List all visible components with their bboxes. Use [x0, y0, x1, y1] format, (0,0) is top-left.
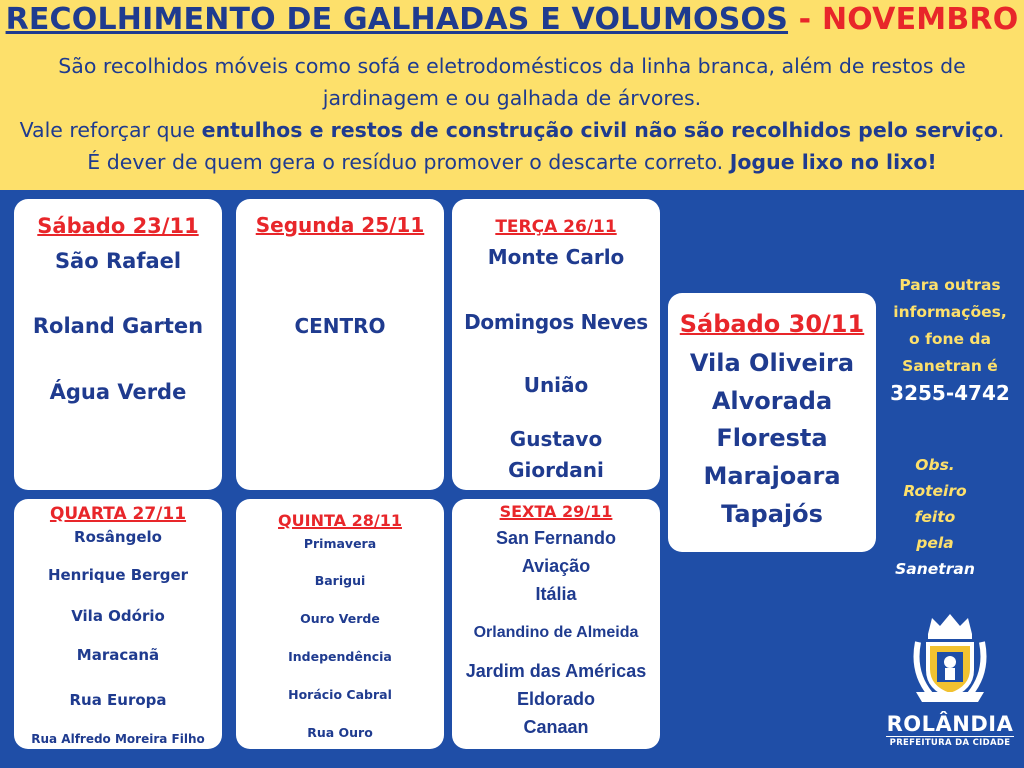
card-thursday-28: [236, 499, 444, 749]
obs-line-3: feito: [914, 508, 956, 526]
obs-line-4: pela: [916, 534, 954, 552]
neighborhood: Eldorado: [516, 689, 595, 709]
brand-subtitle: PREFEITURA DA CIDADE: [886, 736, 1014, 748]
neighborhood: Jardim das Américas: [465, 661, 647, 681]
day-label: TERÇA 26/11: [495, 217, 617, 237]
obs-line-2: Roteiro: [903, 482, 967, 500]
desc-line-2: jardinagem e ou galhada de árvores.: [322, 86, 702, 110]
neighborhood: Maracanã: [76, 646, 160, 664]
neighborhood: Rua Europa: [69, 691, 167, 709]
neighborhood: Água Verde: [49, 380, 187, 404]
neighborhood: CENTRO: [294, 314, 386, 338]
observation: [880, 452, 990, 582]
desc-line-3: [0, 114, 1024, 146]
day-label: Segunda 25/11: [255, 213, 425, 237]
desc-line-1: São recolhidos móveis como sofá e eletrodomésticos da linha branca, além de restos de: [58, 54, 966, 78]
neighborhood: Marajoara: [703, 462, 841, 490]
neighborhood: Rua Alfredo Moreira Filho: [31, 732, 205, 746]
neighborhood: União: [523, 373, 589, 397]
day-label: QUARTA 27/11: [49, 504, 187, 524]
desc-line-3a: Vale reforçar que: [19, 118, 202, 142]
card-tuesday-26: [452, 199, 660, 490]
day-label: Sábado 30/11: [679, 310, 865, 338]
title-month: - NOVEMBRO: [788, 2, 1019, 37]
neighborhood: Horácio Cabral: [288, 687, 392, 702]
neighborhood: Independência: [288, 649, 392, 664]
neighborhood: Primavera: [303, 536, 377, 551]
city-coat-of-arms-icon: [910, 612, 990, 708]
neighborhood: Giordani: [508, 458, 604, 482]
contact-info: [880, 272, 1020, 380]
card-wednesday-27: [14, 499, 222, 749]
neighborhood: Gustavo: [509, 427, 603, 451]
neighborhood: Rosângelo: [74, 528, 162, 546]
day-label: Sábado 23/11: [37, 214, 199, 238]
neighborhood: Tapajós: [721, 500, 823, 528]
brand-name: ROLÂNDIA: [886, 712, 1014, 736]
card-saturday-30: [668, 293, 876, 552]
neighborhood: Ouro Verde: [300, 611, 380, 626]
day-label: SEXTA 29/11: [499, 502, 613, 521]
neighborhood: Domingos Neves: [464, 310, 648, 334]
info-line-4: Sanetran é: [902, 357, 998, 375]
card-monday-25: [236, 199, 444, 490]
info-line-3: o fone da: [909, 330, 991, 348]
info-line-2: informações,: [893, 303, 1007, 321]
desc-line-3c: .: [997, 118, 1005, 142]
title-main: RECOLHIMENTO DE GALHADAS E VOLUMOSOS: [5, 2, 789, 37]
header-banner: [0, 0, 1024, 190]
neighborhood: Monte Carlo: [487, 245, 625, 269]
day-label: QUINTA 28/11: [278, 511, 402, 530]
neighborhood: Aviação: [521, 556, 591, 576]
obs-line-5: Sanetran: [895, 560, 975, 578]
neighborhood: Roland Garten: [32, 314, 204, 338]
neighborhood: Vila Oliveira: [689, 349, 855, 377]
desc-line-4b: Jogue lixo no lixo!: [729, 150, 937, 174]
desc-line-4a: É dever de quem gera o resíduo promover o descarte correto.: [87, 150, 730, 174]
desc-line-4: [0, 146, 1024, 178]
card-saturday-23: [14, 199, 222, 490]
info-line-1: Para outras: [899, 276, 1001, 294]
desc-line-3b: entulhos e restos de construção civil não são recolhidos pelo serviço: [201, 118, 998, 142]
neighborhood: Rua Ouro: [307, 725, 373, 740]
neighborhood: Canaan: [523, 717, 589, 737]
neighborhood: Barigui: [314, 573, 366, 588]
page-title: [0, 2, 1024, 37]
neighborhood: São Rafael: [54, 249, 182, 273]
neighborhood: Floresta: [716, 424, 828, 452]
neighborhood: Henrique Berger: [47, 566, 189, 584]
neighborhood: Alvorada: [711, 387, 833, 415]
description: [0, 50, 1024, 178]
neighborhood: Itália: [535, 584, 577, 604]
card-friday-29: [452, 499, 660, 749]
brand: [880, 712, 1020, 748]
phone-number: 3255-4742: [890, 381, 1010, 405]
neighborhood: San Fernando: [495, 528, 616, 548]
obs-line-1: Obs.: [915, 456, 955, 474]
neighborhood: Orlandino de Almeida: [473, 624, 639, 641]
neighborhood: Vila Odório: [71, 607, 165, 625]
